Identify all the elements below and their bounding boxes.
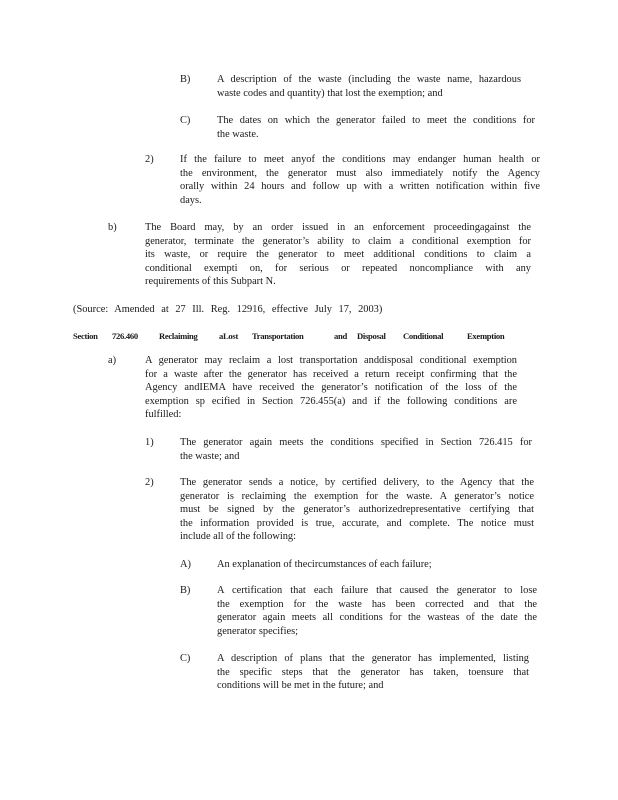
text-line: If the failure to meet anyof the conditions may endanger human health or — [180, 154, 540, 165]
section-title-word-4: and — [334, 331, 347, 341]
label-a-explanation: A) — [180, 559, 191, 570]
label-c-plans: C) — [180, 653, 191, 664]
label-a-reclaim: a) — [108, 355, 117, 366]
text-line: for a waste after the generator has received a return receipt confirming that the — [145, 368, 517, 380]
item-c-dates — [217, 114, 535, 141]
text-line: waste codes and quantity) that lost the exemption; and — [217, 87, 443, 99]
item-a-explanation — [217, 558, 467, 572]
text-line: A generator may reclaim a lost transportation anddisposal conditional exemption — [145, 355, 517, 366]
label-c-dates: C) — [180, 115, 191, 126]
text-line: conditions will be met in the future; and — [217, 680, 384, 692]
text-line: the environment, the generator must also immediately notify the Agency — [180, 167, 540, 179]
text-line: A description of the waste (including the waste name, hazardous — [217, 74, 521, 85]
label-b-board: b) — [108, 222, 117, 233]
item-b-board-order — [145, 221, 531, 289]
text-line: exemption sp ecified in Section 726.455(a) and if the following conditions are — [145, 395, 517, 407]
section-title-word-1: Reclaiming — [159, 331, 198, 341]
section-title-word-3: Transportation — [252, 331, 304, 341]
text-line: days. — [180, 194, 202, 206]
section-title-word-6: Conditional — [403, 331, 444, 341]
item-1-again-meets — [180, 436, 532, 463]
section-number: 726.460 — [112, 331, 138, 341]
text-line: generator again meets all conditions for the wasteas of the date the — [217, 612, 537, 624]
text-line: generator is reclaiming the exemption for the waste. A generator’s notice — [180, 490, 534, 502]
text-line: the specific steps that the generator has taken, toensure that — [217, 666, 529, 678]
text-line: include all of the following: — [180, 531, 297, 543]
text-line: The generator sends a notice, by certified delivery, to the Agency that the — [180, 477, 534, 488]
text-line: generator specifies; — [217, 625, 299, 637]
text-line: must be signed by the generator’s authorizedrepresentative certifying that — [180, 504, 534, 516]
item-b-certification — [217, 584, 537, 638]
item-2-failure-endanger — [180, 153, 540, 207]
text-line: An explanation of thecircumstances of each failure; — [217, 559, 432, 570]
label-2-notice: 2) — [145, 477, 154, 488]
section-title-word-5: Disposal — [357, 331, 386, 341]
item-c-plans — [217, 652, 529, 693]
label-b-certification: B) — [180, 585, 191, 596]
text-line: fulfilled: — [145, 409, 182, 421]
text-line: The generator again meets the conditions specified in Section 726.415 for — [180, 437, 532, 448]
text-line: the information provided is true, accurate, and complete. The notice must — [180, 517, 534, 529]
text-line: the waste. — [217, 128, 259, 140]
item-2-sends-notice — [180, 476, 534, 544]
text-line: generator, terminate the generator’s ability to claim a conditional exemption for — [145, 235, 531, 247]
text-line: A description of plans that the generator has implemented, listing — [217, 653, 529, 664]
text-line: Agency andIEMA have received the generator’s notification of the loss of the — [145, 382, 517, 394]
label-2-failure: 2) — [145, 154, 154, 165]
text-line: The dates on which the generator failed to meet the conditions for — [217, 115, 535, 126]
text-line: the waste; and — [180, 450, 240, 462]
section-title-word-2: aLost — [219, 331, 239, 341]
text-line: the exemption for the waste has been corrected and that the — [217, 598, 537, 610]
text-line: A certification that each failure that caused the generator to lose — [217, 585, 537, 596]
item-b-description-of-waste — [217, 73, 521, 100]
text-line: The Board may, by an order issued in an enforcement proceedingagainst the — [145, 222, 531, 233]
text-line: its waste, or require the generator to meet additional conditions to claim a — [145, 249, 531, 261]
source-note: (Source: Amended at 27 Ill. Reg. 12916, effective July 17, 2003) — [73, 304, 383, 315]
label-1-again-meets: 1) — [145, 437, 154, 448]
section-title-word-7: Exemption — [467, 331, 505, 341]
label-b-desc: B) — [180, 74, 191, 85]
text-line: conditional exempti on, for serious or repeated noncompliance with any — [145, 262, 531, 274]
item-a-generator-may-reclaim — [145, 354, 517, 422]
text-line: orally within 24 hours and follow up with a written notification within five — [180, 181, 540, 193]
text-line: requirements of this Subpart N. — [145, 276, 276, 288]
section-word: Section — [73, 331, 98, 341]
